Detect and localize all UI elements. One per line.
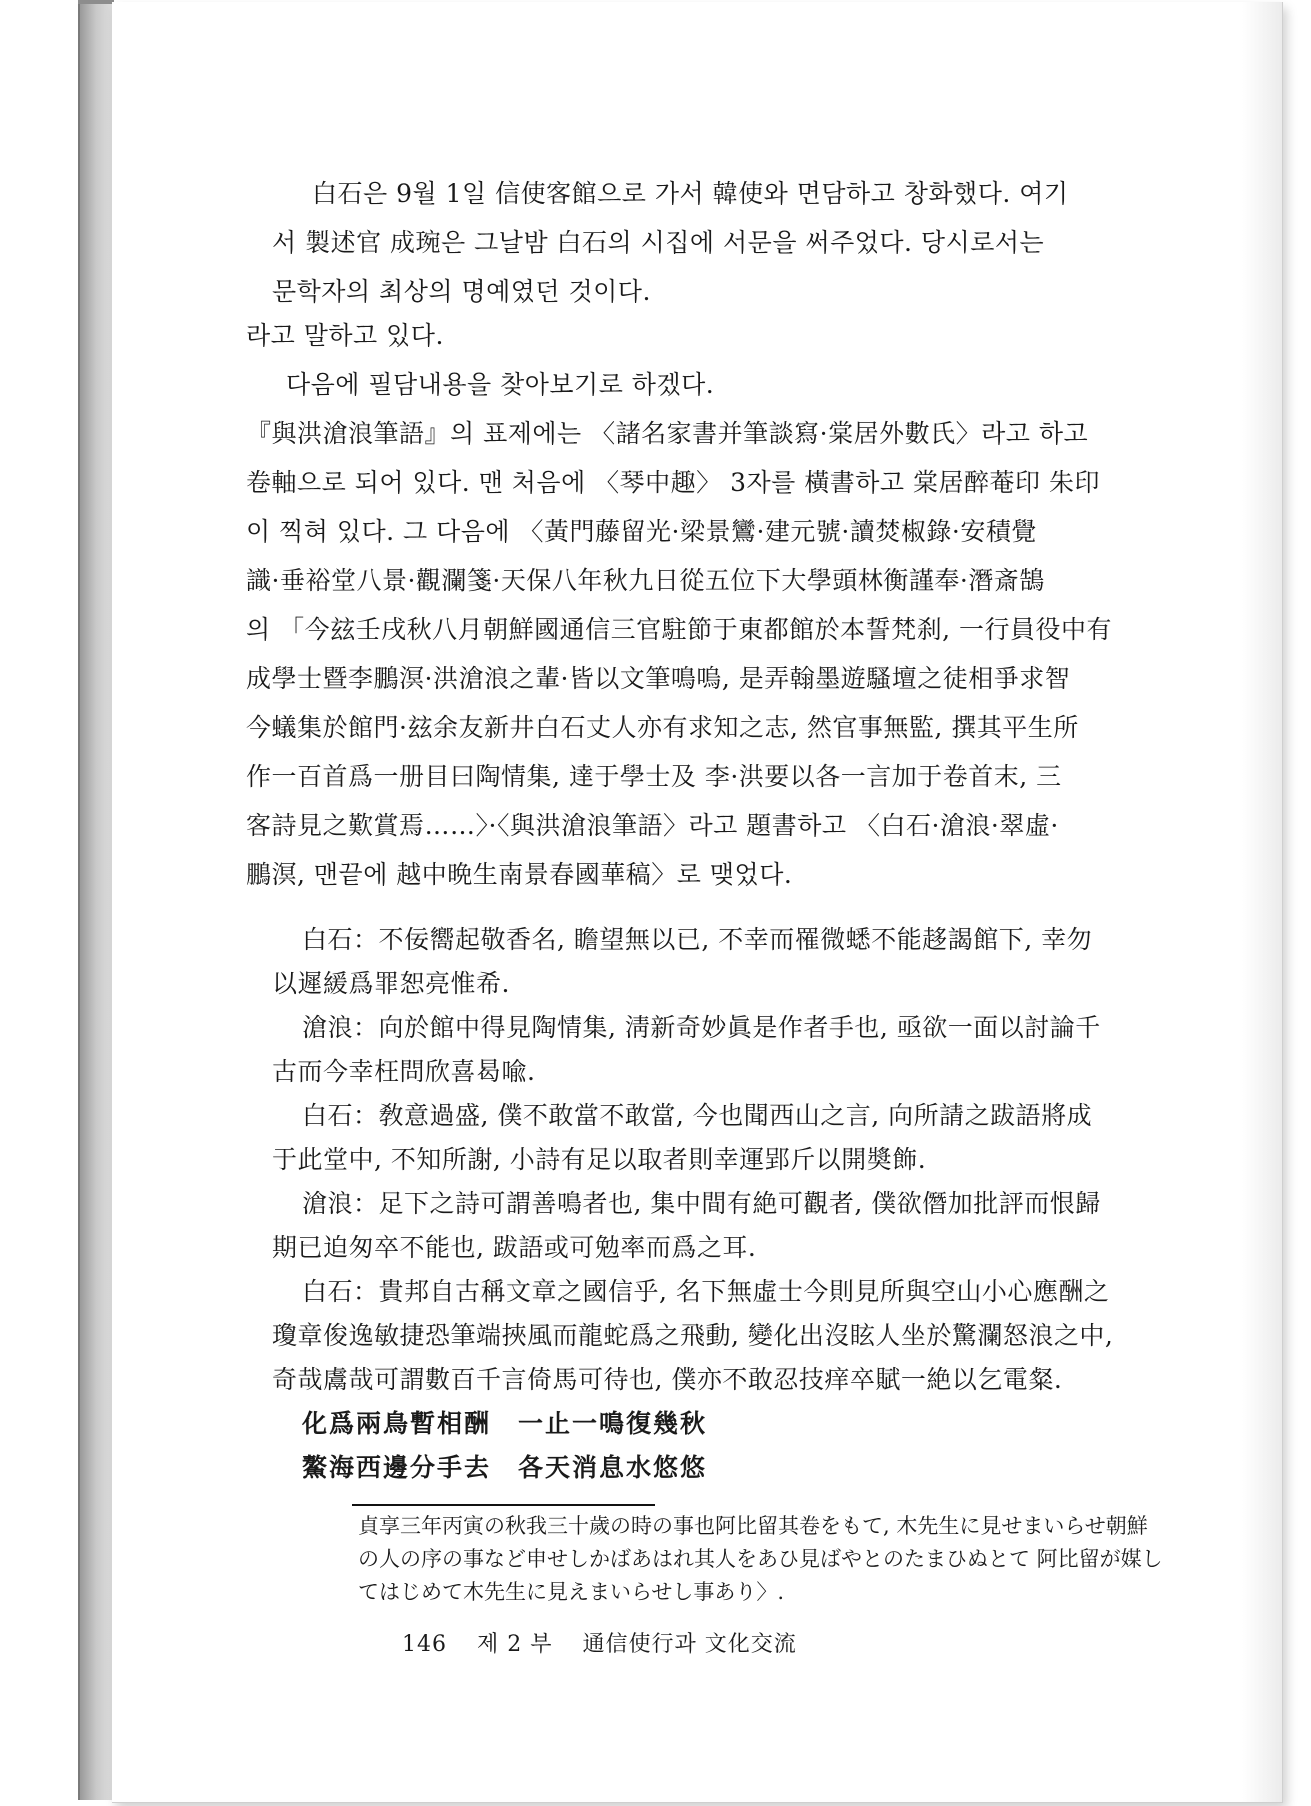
body-line: 客詩見之歎賞焉……〉·〈與洪滄浪筆語〉라고 題書하고 〈白石·滄浪·翠虛· — [246, 811, 1059, 840]
footnote — [358, 1510, 1298, 1609]
poem-line: 鰲海西邊分手去 各天消息水悠悠 — [302, 1453, 708, 1482]
quote-line: 白石은 9월 1일 信使客館으로 가서 韓使와 면담하고 창화했다. 여기 — [312, 179, 1069, 208]
footnote-line: 貞享三年丙寅の秋我三十歲の時の事也阿比留其卷をもて, 木先生に見せまいらせ朝鮮 — [358, 1514, 1148, 1538]
dialogue-line: 滄浪：足下之詩可謂善鳴者也, 集中間有絶可觀者, 僕欲僭加批評而恨歸 — [302, 1189, 1101, 1218]
footnote-line: てはじめて木先生に見えまいらせし事あり〉. — [358, 1580, 785, 1604]
body-line: 이 찍혀 있다. 그 다음에 〈黃門藤留光·梁景鸞·建元號·讀焚椒錄·安積覺 — [246, 517, 1037, 546]
quote-paragraph — [272, 169, 1207, 316]
dialogue-line: 白石：貴邦自古稱文章之國信乎, 名下無虛士今則見所與空山小心應酬之 — [302, 1277, 1110, 1306]
part-label: 제 2 부 — [477, 1632, 553, 1657]
dialogue-line: 以遲緩爲罪恕亮惟希. — [272, 969, 510, 998]
dialogue-block — [272, 918, 1207, 1490]
body-line: 鵬溟, 맨끝에 越中晩生南景春國華稿〉로 맺었다. — [246, 860, 793, 889]
dialogue-line: 期已迫匆卒不能也, 跋語或可勉率而爲之耳. — [272, 1233, 757, 1262]
body-line: 라고 말하고 있다. — [246, 321, 444, 350]
quote-line: 서 製述官 成琬은 그날밤 白石의 시집에 서문을 써주었다. 당시로서는 — [272, 228, 1045, 257]
page-footer — [402, 1627, 819, 1658]
body-line: 作一百首爲一册目曰陶情集, 達于學士及 李·洪要以各一言加于卷首末, 三 — [246, 762, 1062, 791]
body-line: 의 「今玆壬戌秋八月朝鮮國通信三官駐節于東都館於本誓梵刹, 一行員役中有 — [246, 615, 1112, 644]
dialogue-line: 奇哉鬳哉可謂數百千言倚馬可待也, 僕亦不敢忍技痒卒賦一絶以乞電粲. — [272, 1365, 1063, 1394]
book-page — [112, 2, 1283, 1803]
dialogue-line: 瓊章俊逸敏捷恐筆端挾風而龍蛇爲之飛動, 變化出沒眩人坐於驚瀾怒浪之中, — [272, 1321, 1114, 1350]
body-line: 成學士暨李鵬溟·洪滄浪之輩·皆以文筆鳴嗚, 是弄翰墨遊騷壇之徒相爭求智 — [246, 664, 1071, 693]
page-number: 146 — [402, 1632, 447, 1657]
body-line: 識·垂裕堂八景·觀瀾箋·天保八年秋九日從五位下大學頭林衡謹奉·潛斎鵠 — [246, 566, 1045, 595]
body-line: 今蟻集於館門·玆余友新井白石丈人亦有求知之志, 然官事無監, 撰其平生所 — [246, 713, 1079, 742]
body-line: 卷軸으로 되어 있다. 맨 처음에 〈琴中趣〉 3자를 橫書하고 棠居醉菴印 朱印 — [246, 468, 1100, 497]
dialogue-line: 白石：敎意過盛, 僕不敢當不敢當, 今也聞西山之言, 向所請之跋語將成 — [302, 1101, 1093, 1130]
quote-line: 문학자의 최상의 명예였던 것이다. — [272, 277, 651, 306]
body-line: 다음에 필담내용을 찾아보기로 하겠다. — [286, 370, 715, 399]
dialogue-line: 古而今幸枉問欣喜曷喩. — [272, 1057, 536, 1086]
dialogue-line: 于此堂中, 不知所謝, 小詩有足以取者則幸運郢斤以開奬飾. — [272, 1145, 927, 1174]
poem-line: 化爲兩鳥暫相酬 一止一鳴復幾秋 — [302, 1409, 708, 1438]
footnote-line: の人の序の事など申せしかばあはれ其人をあひ見ばやとのたまひぬとて 阿比留が媒し — [358, 1547, 1163, 1571]
dialogue-line: 白石：不佞嚮起敬香名, 瞻望無以已, 不幸而罹微蟋不能趍謁館下, 幸勿 — [302, 925, 1093, 954]
body-text — [246, 311, 1206, 899]
footnote-rule — [352, 1504, 655, 1506]
book-spine-edge — [78, 4, 116, 1800]
body-line: 『與洪滄浪筆語』의 표제에는 〈諸名家書并筆談寫·棠居外數氏〉라고 하고 — [246, 419, 1089, 448]
dialogue-line: 滄浪：向於館中得見陶情集, 淸新奇妙眞是作者手也, 亟欲一面以討論千 — [302, 1013, 1101, 1042]
section-title: 通信使行과 文化交流 — [582, 1632, 797, 1657]
